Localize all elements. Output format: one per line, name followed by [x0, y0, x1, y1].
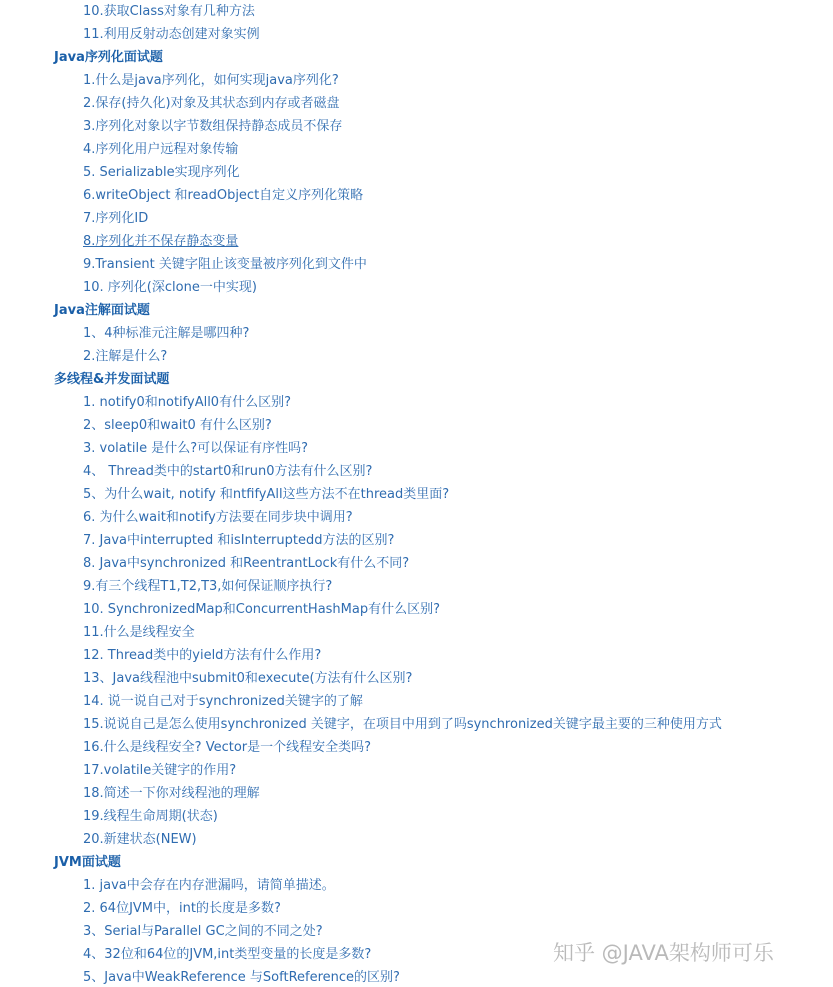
toc-link[interactable]: 12. Thread类中的yield方法有什么作用? — [83, 648, 322, 663]
toc-link[interactable]: 17.volatile关键字的作用? — [83, 763, 237, 778]
toc-link[interactable]: 8. Java中synchronized 和ReentrantLock有什么不同? — [83, 556, 410, 571]
toc-link[interactable]: 4、 Thread类中的start0和run0方法有什么区别? — [83, 464, 373, 479]
toc-link[interactable]: 20.新建状态(NEW) — [83, 832, 197, 847]
toc-link[interactable]: 7.序列化ID — [83, 211, 149, 226]
toc-link[interactable]: 10. SynchronizedMap和ConcurrentHashMap有什么区别? — [83, 602, 441, 617]
toc-link[interactable]: 18.简述一下你对线程池的理解 — [83, 786, 260, 801]
toc-link[interactable]: 10. 序列化(深clone一中实现) — [83, 280, 257, 295]
toc-link[interactable]: 3、Serial与Parallel GC之间的不同之处? — [83, 924, 323, 939]
toc-link[interactable]: 9.有三个线程T1,T2,T3,如何保证顺序执行? — [83, 579, 333, 594]
toc-link[interactable]: 15.说说自己是怎么使用synchronized 关键字，在项目中用到了吗synchronized关键字最主要的三种使用方式 — [83, 717, 722, 732]
section-heading: Java注解面试题 — [54, 303, 150, 318]
toc-link[interactable]: 11.利用反射动态创建对象实例 — [83, 27, 260, 42]
toc-link[interactable]: 5、为什么wait, notify 和ntfifyAll这些方法不在thread类里面? — [83, 487, 450, 502]
toc-link[interactable]: 5. Serializable实现序列化 — [83, 165, 240, 180]
toc-link[interactable]: 4、32位和64位的JVM,int类型变量的长度是多数? — [83, 947, 372, 962]
toc-link[interactable]: 1、4种标准元注解是哪四种? — [83, 326, 250, 341]
toc-link[interactable]: 6. 为什么wait和notify方法要在同步块中调用? — [83, 510, 353, 525]
toc-link[interactable]: 6.writeObject 和readObject自定义序列化策略 — [83, 188, 364, 203]
toc-link[interactable]: 16.什么是线程安全? Vector是一个线程安全类吗? — [83, 740, 372, 755]
section-heading: Java序列化面试题 — [54, 50, 163, 65]
toc-link[interactable]: 3.序列化对象以字节数组保持静态成员不保存 — [83, 119, 343, 134]
toc-link[interactable]: 2.注解是什么? — [83, 349, 168, 364]
toc-link[interactable]: 11.什么是线程安全 — [83, 625, 195, 640]
toc-link[interactable]: 10.获取Class对象有几种方法 — [83, 4, 255, 19]
toc-link[interactable]: 14. 说一说自己对于synchronized关键字的了解 — [83, 694, 363, 709]
toc-link[interactable]: 2、sleep0和wait0 有什么区别? — [83, 418, 272, 433]
toc-link[interactable]: 2. 64位JVM中，int的长度是多数? — [83, 901, 281, 916]
toc-link[interactable]: 7. Java中interrupted 和isInterruptedd方法的区别? — [83, 533, 395, 548]
toc-link[interactable]: 1. java中会存在内存泄漏吗，请简单描述。 — [83, 878, 335, 893]
section-heading: JVM面试题 — [54, 855, 121, 870]
toc-link[interactable]: 2.保存(持久化)对象及其状态到内存或者磁盘 — [83, 96, 340, 111]
toc-link[interactable]: 19.线程生命周期(状态) — [83, 809, 218, 824]
toc-link[interactable]: 13、Java线程池中submit0和execute(方法有什么区别? — [83, 671, 413, 686]
toc-link[interactable]: 9.Transient 关键字阻止该变量被序列化到文件中 — [83, 257, 367, 272]
toc-link[interactable]: 4.序列化用户远程对象传输 — [83, 142, 239, 157]
section-heading: 多线程&并发面试题 — [54, 372, 170, 387]
toc-link[interactable]: 1. notify0和notifyAll0有什么区别? — [83, 395, 291, 410]
watermark: 知乎 @JAVA架构师可乐 — [553, 941, 774, 965]
toc-link[interactable]: 3. volatile 是什么?可以保证有序性吗? — [83, 441, 309, 456]
toc-link[interactable]: 8.序列化并不保存静态变量 — [83, 234, 239, 249]
toc-link[interactable]: 5、Java中WeakReference 与SoftReference的区别? — [83, 970, 400, 985]
toc-link[interactable]: 1.什么是java序列化，如何实现java序列化? — [83, 73, 339, 88]
